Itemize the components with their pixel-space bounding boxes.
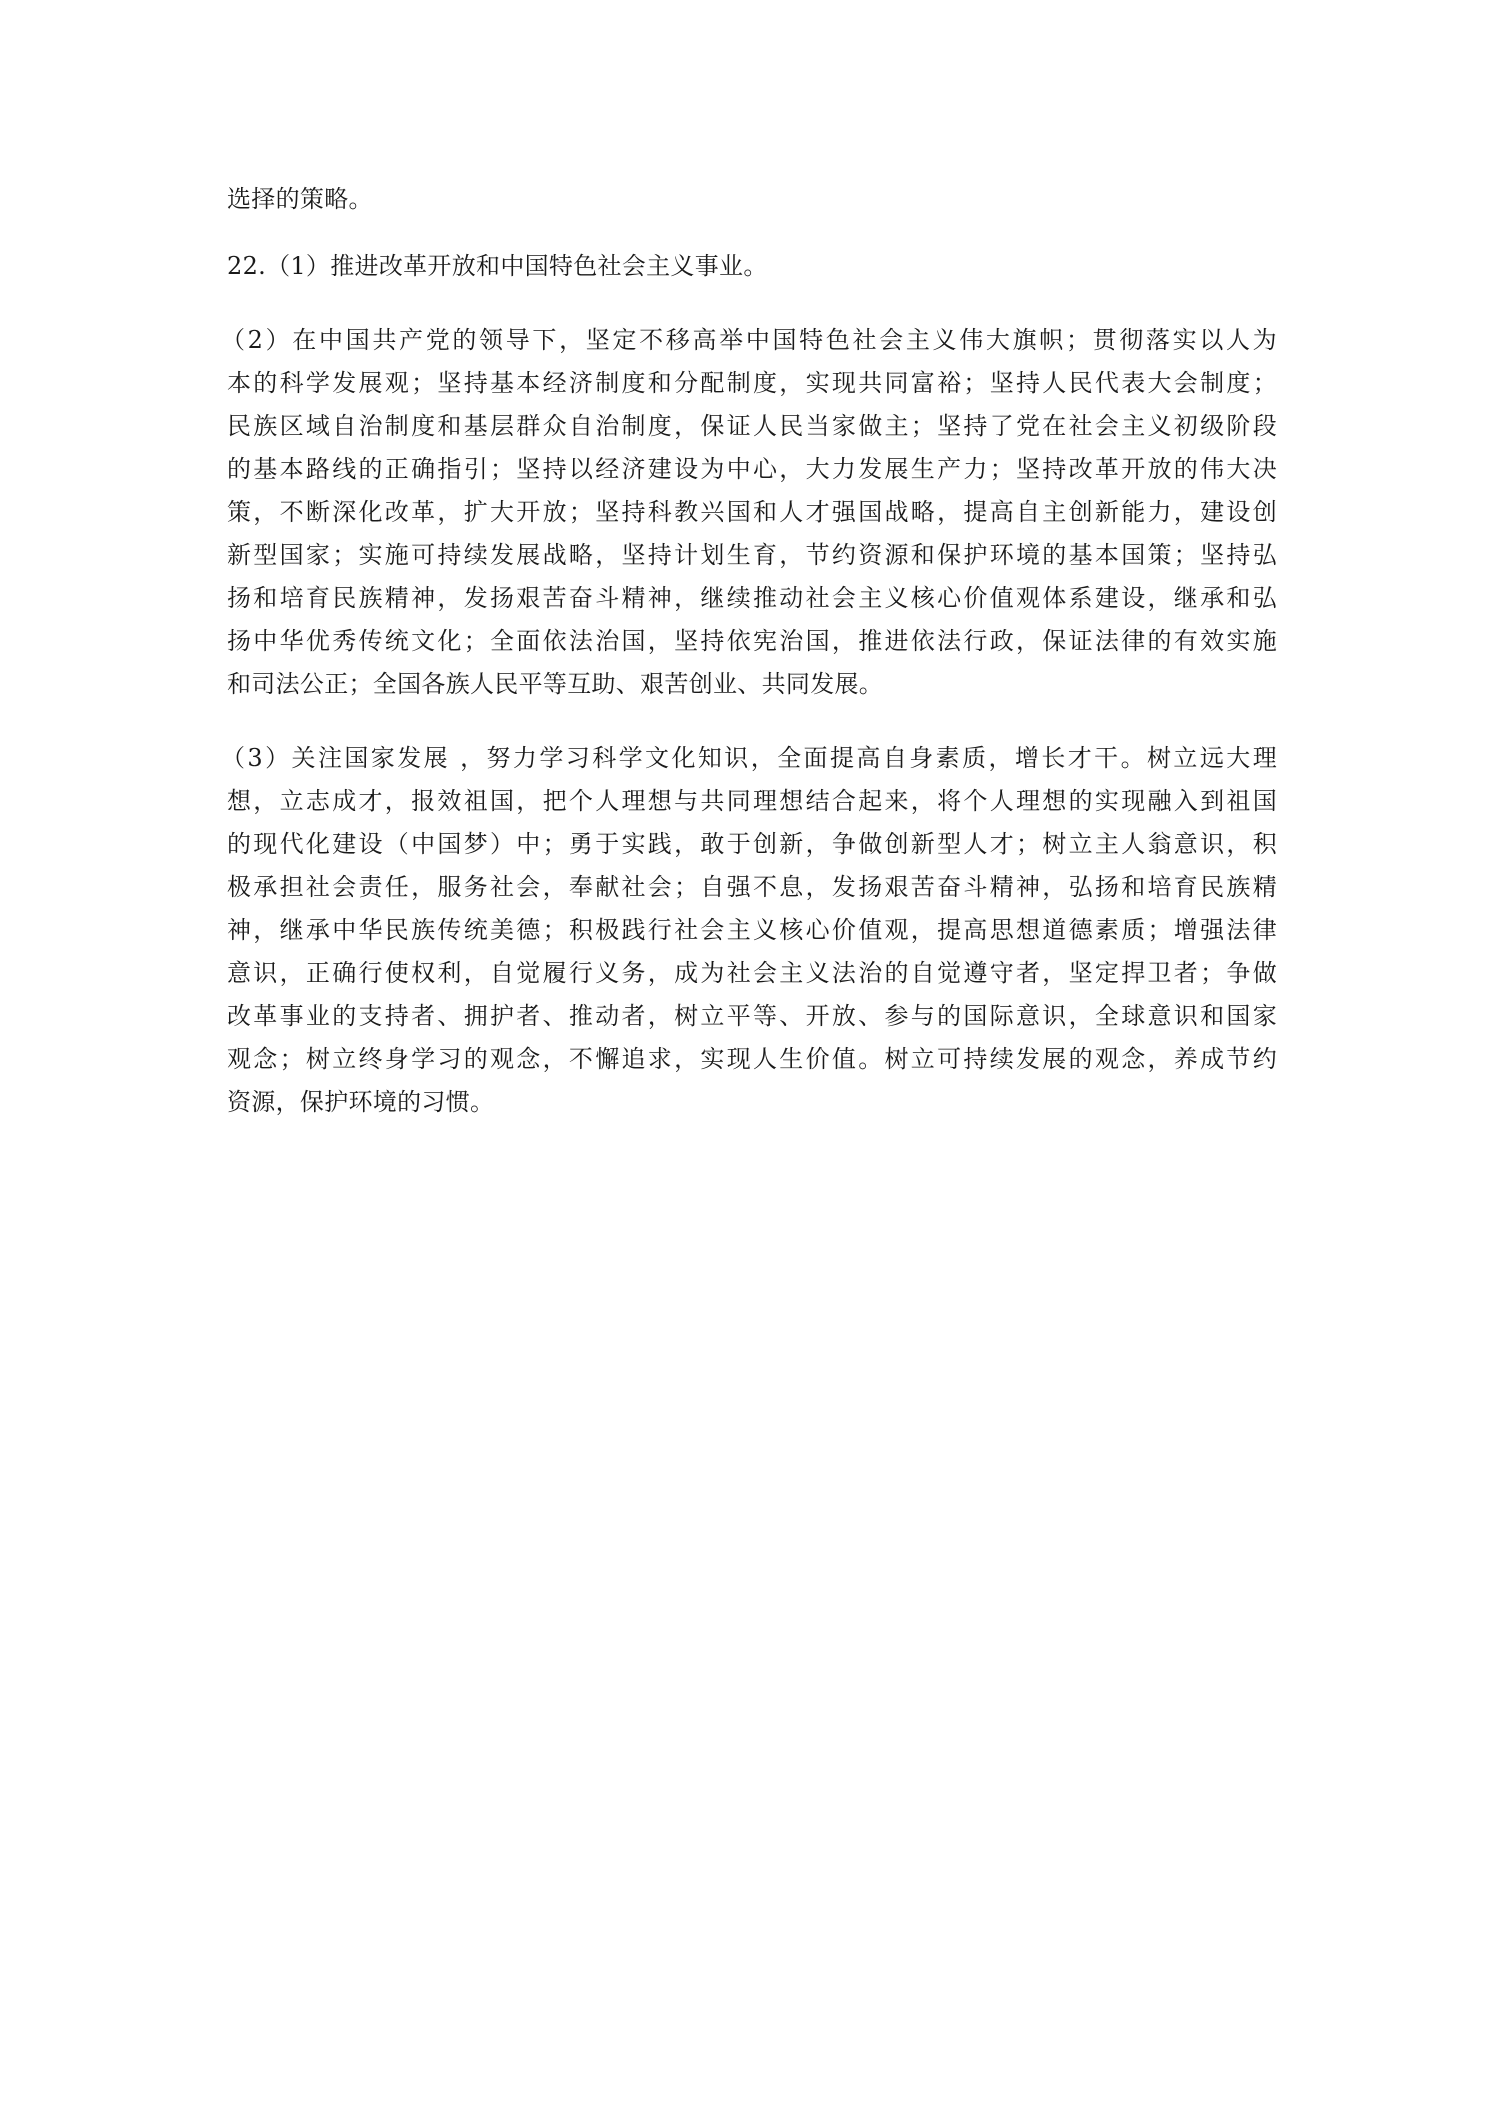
- paragraph-question-22-part-2: [221, 319, 1277, 706]
- text-line: 扬中华优秀传统文化；全面依法治国，坚持依宪治国，推进依法行政，保证法律的有效实施: [227, 627, 1277, 655]
- text-line: （3）关注国家发展 ，努力学习科学文化知识，全面提高自身素质，增长才干。树立远大理: [221, 744, 1277, 772]
- text-line: 新型国家；实施可持续发展战略，坚持计划生育，节约资源和保护环境的基本国策；坚持弘: [227, 541, 1277, 569]
- text-line: 极承担社会责任，服务社会，奉献社会；自强不息，发扬艰苦奋斗精神，弘扬和培育民族精: [227, 873, 1277, 901]
- text-line: 和司法公正；全国各族人民平等互助、艰苦创业、共同发展。: [227, 670, 884, 698]
- text-line: 的基本路线的正确指引；坚持以经济建设为中心，大力发展生产力；坚持改革开放的伟大决: [227, 455, 1277, 483]
- text-line: 策，不断深化改革，扩大开放；坚持科教兴国和人才强国战略，提高自主创新能力，建设创: [227, 498, 1277, 526]
- text-line: 改革事业的支持者、拥护者、推动者，树立平等、开放、参与的国际意识，全球意识和国家: [227, 1002, 1277, 1030]
- text-line: 的现代化建设（中国梦）中；勇于实践，敢于创新，争做创新型人才；树立主人翁意识，积: [227, 830, 1277, 858]
- text-line: 资源，保护环境的习惯。: [227, 1088, 495, 1116]
- paragraph-question-22-part-1: [227, 245, 1277, 288]
- answer-content: [221, 178, 1277, 1124]
- text-line: 扬和培育民族精神，发扬艰苦奋斗精神，继续推动社会主义核心价值观体系建设，继承和弘: [227, 584, 1277, 612]
- text-line: 民族区域自治制度和基层群众自治制度，保证人民当家做主；坚持了党在社会主义初级阶段: [227, 412, 1277, 440]
- text-line: （2）在中国共产党的领导下，坚定不移高举中国特色社会主义伟大旗帜；贯彻落实以人为: [221, 326, 1277, 354]
- text-line: 意识，正确行使权利，自觉履行义务，成为社会主义法治的自觉遵守者，坚定捍卫者；争做: [227, 959, 1277, 987]
- text-line: 22.（1）推进改革开放和中国特色社会主义事业。: [227, 252, 768, 280]
- text-line: 观念；树立终身学习的观念，不懈追求，实现人生价值。树立可持续发展的观念，养成节约: [227, 1045, 1277, 1073]
- text-line: 想，立志成才，报效祖国，把个人理想与共同理想结合起来，将个人理想的实现融入到祖国: [227, 787, 1277, 815]
- text-line: 神，继承中华民族传统美德；积极践行社会主义核心价值观，提高思想道德素质；增强法律: [227, 916, 1277, 944]
- text-line: 本的科学发展观；坚持基本经济制度和分配制度，实现共同富裕；坚持人民代表大会制度；: [227, 369, 1277, 397]
- text-line: 选择的策略。: [227, 185, 373, 213]
- paragraph-question-22-part-3: [221, 737, 1277, 1124]
- paragraph-continuation: [227, 178, 1277, 221]
